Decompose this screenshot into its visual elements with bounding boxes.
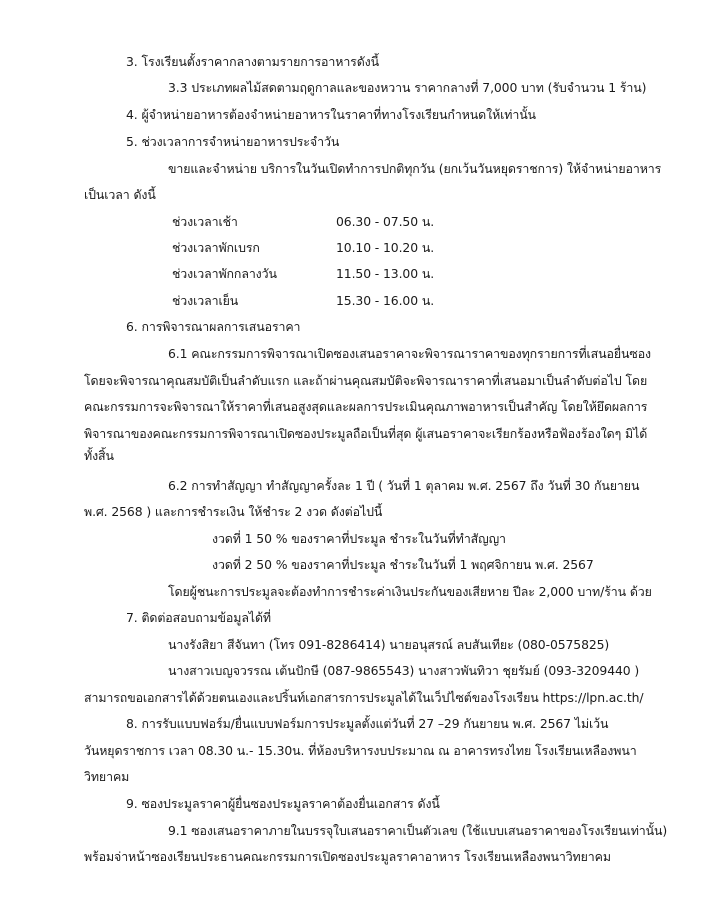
website-line: สามารถขอเอกสารได้ด้วยตนเองและปริ้นท์เอกสารการประมูลได้ในเว็ปไซต์ของโรงเรียน https://lpn.ac.th/ bbox=[84, 690, 644, 705]
schedule-time: 15.30 - 16.00 น. bbox=[336, 293, 435, 308]
paragraph-text: โดยจะพิจารณาคุณสมบัติเป็นลำดับแรก และถ้าผ่านคุณสมบัติจะพิจารณาราคาที่เสนอมาเป็นลำดับต่อไป โดย bbox=[84, 373, 648, 388]
item-6-2: 6.2 การทำสัญญา ทำสัญญาครั้งละ 1 ปี ( วันที่ 1 ตุลาคม พ.ศ. 2567 ถึง วันที่ 30 กันยายน bbox=[168, 478, 640, 493]
item-9-1: 9.1 ซองเสนอราคาภายในบรรจุใบเสนอราคาเป็นตัวเลข (ใช้แบบเสนอราคาของโรงเรียนเท่านั้น) bbox=[168, 823, 668, 838]
installment-1: งวดที่ 1 50 % ของราคาที่ประมูล ชำระในวันที่ทำสัญญา bbox=[212, 531, 506, 546]
paragraph-text: วันหยุดราชการ เวลา 08.30 น.- 15.30น. ที่ห้องบริหารงบประมาณ ณ อาคารทรงไทย โรงเรียนเหลืองพนา bbox=[84, 743, 637, 758]
schedule-time: 10.10 - 10.20 น. bbox=[336, 240, 435, 255]
schedule-time: 06.30 - 07.50 น. bbox=[336, 214, 435, 229]
paragraph-text: ขายและจำหน่าย บริการในวันเปิดทำการปกติทุกวัน (ยกเว้นวันหยุดราชการ) ให้จำหน่ายอาหาร bbox=[168, 161, 662, 176]
paragraph-text: พิจารณาของคณะกรรมการพิจารณาเปิดซองประมูลถือเป็นที่สุด ผู้เสนอราคาจะเรียกร้องหรือฟ้องร้องใดๆ มิได้ bbox=[84, 426, 648, 441]
item-6-1: 6.1 คณะกรรมการพิจารณาเปิดซองเสนอราคาจะพิจารณาราคาของทุกรายการที่เสนอยื่นซอง bbox=[168, 346, 651, 361]
paragraph-text: เป็นเวลา ดังนี้ bbox=[84, 187, 156, 202]
schedule-label: ช่วงเวลาพักเบรก bbox=[172, 240, 260, 255]
schedule-label: ช่วงเวลาพักกลางวัน bbox=[172, 266, 277, 281]
section-4-heading: 4. ผู้จำหน่ายอาหารต้องจำหน่ายอาหารในราคาที่ทางโรงเรียนกำหนดให้เท่านั้น bbox=[126, 107, 536, 122]
section-5-heading: 5. ช่วงเวลาการจำหน่ายอาหารประจำวัน bbox=[126, 134, 340, 149]
paragraph-text: พร้อมจ่าหน้าซองเรียนประธานคณะกรรมการเปิดซองประมูลราคาอาหาร โรงเรียนเหลืองพนาวิทยาคม bbox=[84, 849, 611, 864]
section-9-heading: 9. ซองประมูลราคาผู้ยื่นซองประมูลราคาต้องยื่นเอกสาร ดังนี้ bbox=[126, 796, 440, 811]
section-7-heading: 7. ติดต่อสอบถามข้อมูลได้ที่ bbox=[126, 610, 271, 625]
item-3-3: 3.3 ประเภทผลไม้สดตามฤดูกาลและของหวาน ราคากลางที่ 7,000 บาท (รับจำนวน 1 ร้าน) bbox=[168, 80, 647, 95]
contact-line: นางสาวเบญจวรรณ เต้นปักษี (087-9865543) นางสาวพันทิวา ชุยรัมย์ (093-3209440 ) bbox=[168, 663, 640, 678]
schedule-label: ช่วงเวลาเย็น bbox=[172, 293, 239, 308]
installment-2: งวดที่ 2 50 % ของราคาที่ประมูล ชำระในวันที่ 1 พฤศจิกายน พ.ศ. 2567 bbox=[212, 557, 594, 572]
paragraph-text: พ.ศ. 2568 ) และการชำระเงิน ให้ชำระ 2 งวด ดังต่อไปนี้ bbox=[84, 504, 383, 519]
paragraph-text: โดยผู้ชนะการประมูลจะต้องทำการชำระค่าเงินประกันของเสียหาย ปีละ 2,000 บาท/ร้าน ด้วย bbox=[168, 584, 652, 599]
contact-line: นางรังสิยา สีจันทา (โทร 091-8286414) นายอนุสรณ์ ลบสันเทียะ (080-0575825) bbox=[168, 637, 610, 652]
section-8-heading: 8. การรับแบบฟอร์ม/ยื่นแบบฟอร์มการประมูลตั้งแต่วันที่ 27 –29 กันยายน พ.ศ. 2567 ไม่เว้น bbox=[126, 716, 609, 731]
paragraph-text: คณะกรรมการจะพิจารณาให้ราคาที่เสนอสูงสุดและผลการประเมินคุณภาพอาหารเป็นสำคัญ โดยให้ยึดผลการ bbox=[84, 399, 648, 414]
paragraph-text: ทั้งสิ้น bbox=[84, 448, 114, 463]
paragraph-text: วิทยาคม bbox=[84, 769, 130, 784]
schedule-time: 11.50 - 13.00 น. bbox=[336, 266, 435, 281]
schedule-label: ช่วงเวลาเช้า bbox=[172, 214, 238, 229]
section-3-heading: 3. โรงเรียนตั้งราคากลางตามรายการอาหารดังนี้ bbox=[126, 54, 380, 69]
section-6-heading: 6. การพิจารณาผลการเสนอราคา bbox=[126, 319, 301, 334]
